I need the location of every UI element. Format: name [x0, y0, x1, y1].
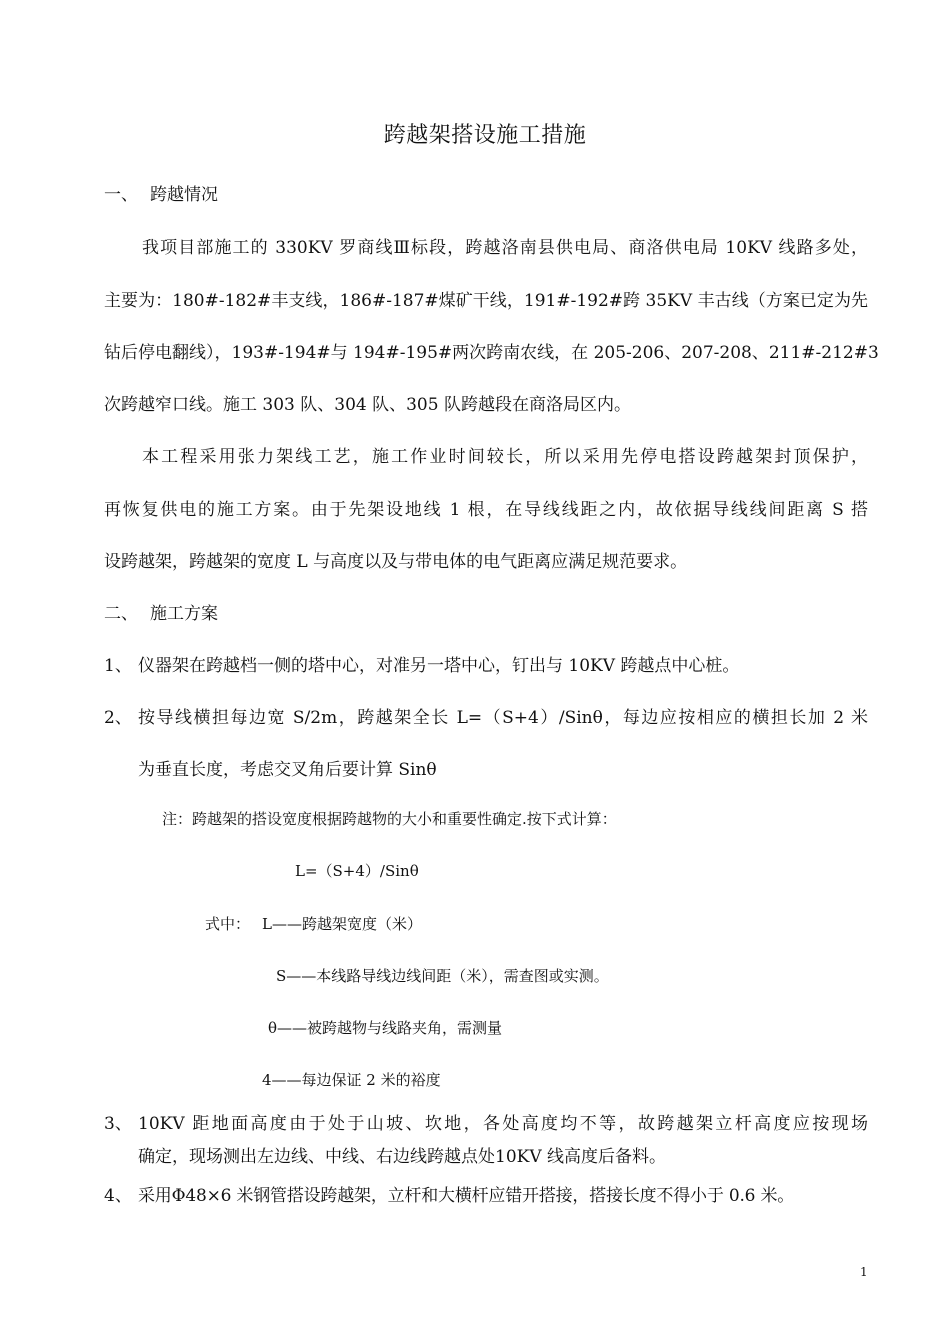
item-2-line-2: 为垂直长度，考虑交叉角后要计算 Sinθ — [138, 760, 437, 780]
page-title: 跨越架搭设施工措施 — [383, 123, 587, 148]
where-label: 式中： — [205, 915, 251, 933]
formula: L=（S+4）/Sinθ — [295, 862, 419, 880]
definition-4: 4——每边保证 2 米的裕度 — [262, 1071, 441, 1089]
note-text: 注：跨越架的搭设宽度根据跨越物的大小和重要性确定.按下式计算： — [162, 810, 617, 828]
definition-theta: θ——被跨越物与线路夹角，需测量 — [268, 1019, 503, 1037]
item-2-number: 2、 — [104, 708, 132, 728]
item-2-line-1: 按导线横担每边宽 S/2m，跨越架全长 L=（S+4）/Sinθ，每边应按相应的横担长加 2 米 — [138, 708, 868, 728]
item-4-text: 采用Φ48×6 米钢管搭设跨越架，立杆和大横杆应错开搭接，搭接长度不得小于 0.6 米。 — [138, 1186, 795, 1206]
page-number: 1 — [860, 1265, 868, 1279]
item-1-text: 仪器架在跨越档一侧的塔中心，对准另一塔中心，钉出与 10KV 跨越点中心桩。 — [138, 656, 740, 676]
definition-L: L——跨越架宽度（米） — [262, 915, 422, 933]
section-2-number: 二、 — [104, 604, 138, 624]
para-1-line-4: 次跨越窄口线。施工 303 队、304 队、305 队跨越段在商洛局区内。 — [104, 395, 631, 415]
para-2-line-3: 设跨越架，跨越架的宽度 L 与高度以及与带电体的电气距离应满足规范要求。 — [104, 552, 688, 572]
para-1-line-2: 主要为：180#-182#丰支线，186#-187#煤矿干线，191#-192#跨 35KV 丰古线（方案已定为先 — [104, 291, 868, 311]
para-2-line-2: 再恢复供电的施工方案。由于先架设地线 1 根，在导线线距之内，故依据导线线间距离 S 搭 — [104, 500, 868, 520]
para-2-line-1: 本工程采用张力架线工艺，施工作业时间较长，所以采用先停电搭设跨越架封顶保护， — [142, 447, 868, 467]
item-3-number: 3、 — [104, 1114, 132, 1134]
section-2-heading: 施工方案 — [150, 604, 218, 624]
definition-S: S——本线路导线边线间距（米），需查图或实测。 — [276, 967, 609, 985]
item-1-number: 1、 — [104, 656, 132, 676]
item-3-line-2: 确定，现场测出左边线、中线、右边线跨越点处10KV 线高度后备料。 — [138, 1147, 667, 1167]
item-3-line-1: 10KV 距地面高度由于处于山坡、坎地，各处高度均不等，故跨越架立杆高度应按现场 — [138, 1114, 868, 1134]
item-4-number: 4、 — [104, 1186, 132, 1206]
para-1-line-1: 我项目部施工的 330KV 罗商线Ⅲ标段，跨越洛南县供电局、商洛供电局 10KV 线路多处， — [142, 238, 868, 258]
para-1-line-3: 钻后停电翻线），193#-194#与 194#-195#两次跨南农线，在 205-206、207-208、211#-212#3 — [104, 343, 879, 363]
section-1-number: 一、 — [104, 185, 138, 205]
section-1-heading: 跨越情况 — [150, 185, 218, 205]
